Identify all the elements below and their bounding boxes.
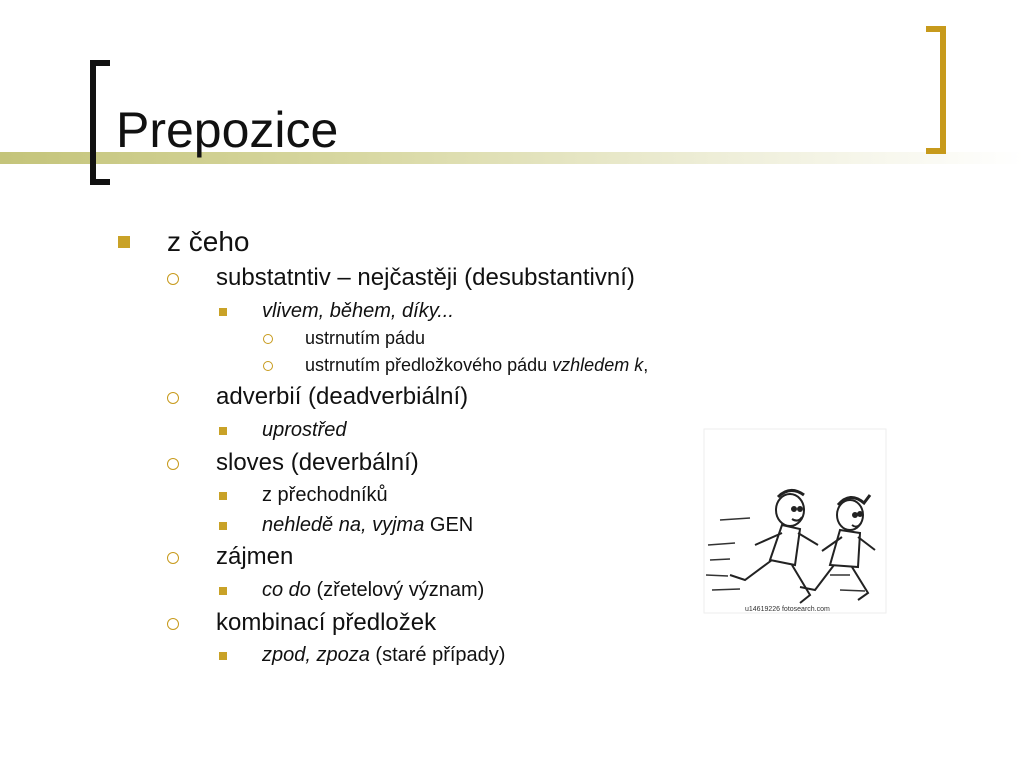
- outline-item-level-3: [262, 643, 505, 667]
- outline-item-text: nehledě na, vyjma: [262, 514, 425, 536]
- circle-bullet-icon: [263, 361, 273, 371]
- cartoon-caption: u14619226 fotosearch.com: [745, 606, 830, 613]
- left-bracket-decoration: [90, 60, 110, 185]
- outline-item-text: kombinací předložek: [216, 609, 437, 636]
- outline-item-level-3: [262, 299, 454, 323]
- outline-item-text: (zřetelový význam): [310, 579, 485, 601]
- square-bullet-icon: [219, 652, 227, 660]
- outline-item-level-4: [305, 327, 425, 349]
- outline-item-level-2: [216, 449, 419, 477]
- outline-item-text: zájmen: [216, 543, 294, 570]
- outline-item-text: ustrnutím předložkového pádu: [305, 355, 553, 375]
- outline-item-text: adverbií (deadverbiální): [216, 383, 469, 410]
- outline-item-level-3: [262, 483, 388, 507]
- outline-item-text: uprostřed: [262, 419, 347, 441]
- outline-item-text: (staré případy): [369, 644, 506, 666]
- outline-item-text: vzhledem k: [552, 355, 644, 375]
- outline-item-text: co do: [262, 579, 311, 601]
- outline-item-level-3: [262, 418, 347, 442]
- outline-item-text: ,: [643, 355, 649, 375]
- square-bullet-icon: [219, 522, 227, 530]
- square-bullet-icon: [219, 427, 227, 435]
- outline-item-text: GEN: [424, 514, 474, 536]
- outline-item-text: vlivem, během, díky...: [262, 300, 454, 322]
- right-bracket-decoration: [926, 26, 946, 154]
- outline-item-text: substatntiv – nejčastěji (desubstantivní): [216, 264, 635, 291]
- outline-item-text: z přechodníků: [262, 484, 388, 506]
- outline-item-text: z čeho: [167, 226, 250, 257]
- circle-bullet-icon: [263, 334, 273, 344]
- outline-item-level-2: [216, 264, 635, 292]
- circle-bullet-icon: [167, 273, 179, 285]
- outline-item-text: ustrnutím pádu: [305, 328, 426, 348]
- outline-item-level-4: [305, 354, 648, 376]
- outline-item-text: zpod, zpoza: [262, 644, 370, 666]
- slide-title: Prepozice: [116, 102, 339, 158]
- outline-item-level-2: [216, 543, 293, 571]
- square-bullet-icon: [219, 308, 227, 316]
- circle-bullet-icon: [167, 552, 179, 564]
- circle-bullet-icon: [167, 458, 179, 470]
- outline-item-level-3: [262, 578, 484, 602]
- circle-bullet-icon: [167, 618, 179, 630]
- running-couple-cartoon-icon: [700, 425, 890, 620]
- outline-item-level-1: [167, 226, 250, 258]
- circle-bullet-icon: [167, 392, 179, 404]
- outline-item-level-3: [262, 513, 473, 537]
- outline-item-level-2: [216, 383, 468, 411]
- square-bullet-icon: [118, 236, 130, 248]
- square-bullet-icon: [219, 587, 227, 595]
- outline-item-text: sloves (deverbální): [216, 449, 419, 476]
- outline-item-level-2: [216, 609, 436, 637]
- square-bullet-icon: [219, 492, 227, 500]
